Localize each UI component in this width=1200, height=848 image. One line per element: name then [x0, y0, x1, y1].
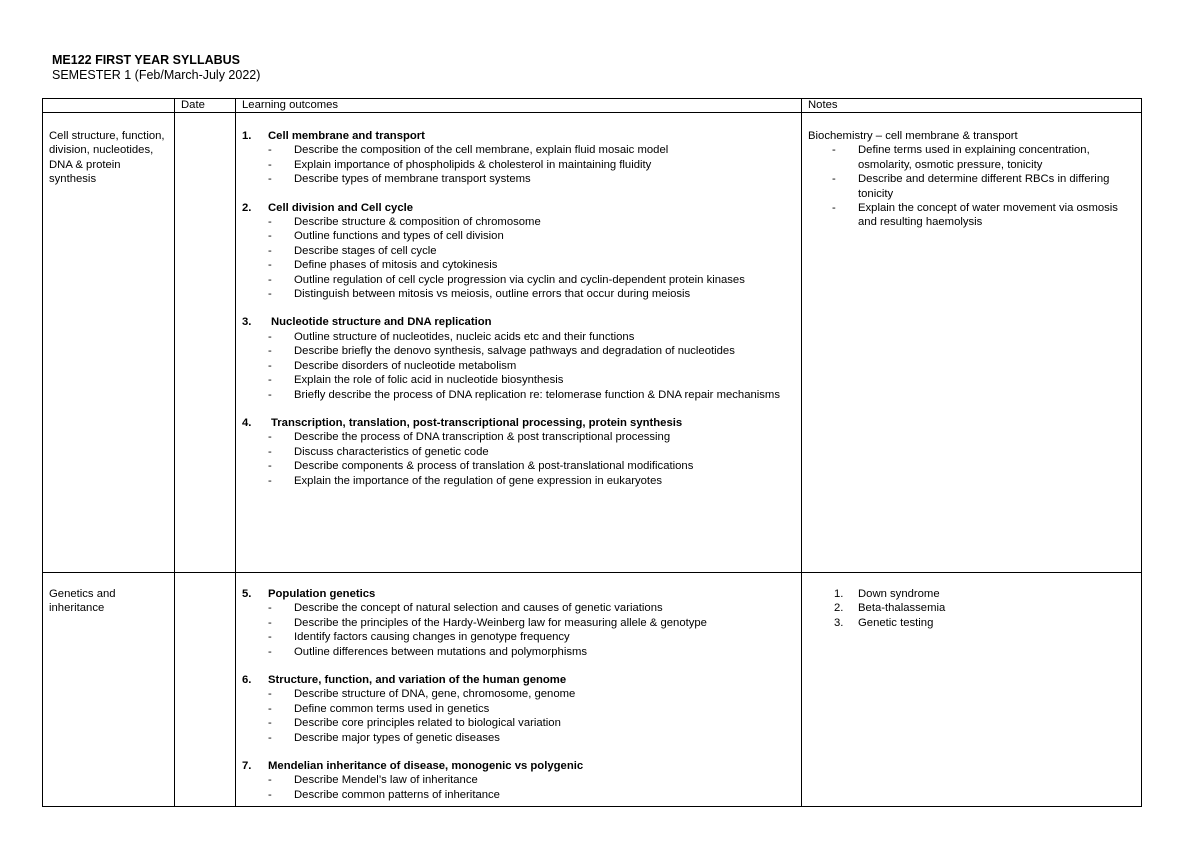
topic-title: Nucleotide structure and DNA replication	[271, 316, 492, 329]
list-item: - Outline regulation of cell cycle progression via cyclin and cyclin-dependent protein kinases	[268, 273, 795, 287]
topic-number: 7.	[242, 760, 252, 773]
list-text: Down syndrome	[858, 588, 940, 600]
topic-title: Mendelian inheritance of disease, monogenic vs polygenic	[268, 760, 584, 773]
header-cell-category	[43, 99, 175, 113]
list-item: - Outline structure of nucleotides, nucleic acids etc and their functions	[268, 330, 795, 344]
notes-cell	[802, 573, 1142, 807]
list-text: Beta-thalassemia	[858, 602, 946, 615]
topic-section	[242, 315, 795, 401]
topic-section	[242, 416, 795, 488]
list-item: - Discuss characteristics of genetic code	[268, 445, 795, 459]
header-cell-date: Date	[175, 99, 236, 113]
list-item: - Describe the composition of the cell membrane, explain fluid mosaic model	[268, 143, 795, 157]
list-item	[834, 587, 1135, 601]
list-item: - Briefly describe the process of DNA replication re: telomerase function & DNA repair mechanisms	[268, 388, 795, 402]
list-item: - Describe major types of genetic diseases	[268, 731, 795, 745]
table-row	[43, 573, 1142, 807]
date-cell	[175, 113, 236, 573]
list-item: - Describe stages of cell cycle	[268, 244, 795, 258]
list-item: - Define terms used in explaining concentration, osmolarity, osmotic pressure, tonicity	[832, 143, 1135, 172]
list-item: - Distinguish between mitosis vs meiosis, outline errors that occur during meiosis	[268, 287, 795, 301]
date-cell	[175, 573, 236, 807]
list-number: 1.	[834, 588, 844, 600]
list-item: - Describe briefly the denovo synthesis, salvage pathways and degradation of nucleotides	[268, 344, 795, 358]
header-cell-learning-outcomes: Learning outcomes	[236, 99, 802, 113]
list-item: - Describe the concept of natural selection and causes of genetic variations	[268, 601, 795, 615]
category-cell: Genetics and inheritance	[43, 573, 175, 807]
list-item: - Describe and determine different RBCs in differing tonicity	[832, 172, 1135, 201]
list-item: - Describe structure & composition of chromosome	[268, 215, 795, 229]
list-item: - Explain importance of phospholipids & cholesterol in maintaining fluidity	[268, 158, 795, 172]
list-text: Genetic testing	[858, 616, 934, 629]
list-number: 2.	[834, 602, 844, 615]
list-item: - Identify factors causing changes in genotype frequency	[268, 630, 795, 644]
learning-outcomes-cell	[236, 573, 802, 807]
topic-number: 4.	[242, 416, 252, 429]
topic-section	[242, 129, 795, 187]
list-item: - Describe disorders of nucleotide metabolism	[268, 359, 795, 373]
table-header-row	[43, 99, 1142, 113]
list-item: - Describe common patterns of inheritance	[268, 788, 795, 802]
document-subtitle: SEMESTER 1 (Feb/March-July 2022)	[52, 68, 261, 82]
topic-title: Cell division and Cell cycle	[268, 201, 414, 214]
list-item: - Describe the process of DNA transcription & post transcriptional processing	[268, 430, 795, 444]
list-number: 3.	[834, 616, 844, 629]
syllabus-table	[42, 98, 1142, 807]
topic-title: Population genetics	[268, 588, 376, 600]
learning-outcomes-cell	[236, 113, 802, 573]
topic-number: 3.	[242, 316, 252, 329]
topic-number: 5.	[242, 588, 252, 600]
topic-number: 2.	[242, 201, 252, 214]
notes-heading: Biochemistry – cell membrane & transport	[808, 130, 1018, 142]
topic-number: 1.	[242, 130, 252, 142]
list-item: - Describe components & process of translation & post-translational modifications	[268, 459, 795, 473]
list-item: - Outline differences between mutations and polymorphisms	[268, 645, 795, 659]
list-item: - Describe types of membrane transport systems	[268, 172, 795, 186]
topic-section	[242, 587, 795, 659]
topic-title: Structure, function, and variation of the human genome	[268, 674, 567, 687]
list-item	[834, 616, 1135, 630]
list-item: - Describe core principles related to biological variation	[268, 716, 795, 730]
topic-title: Transcription, translation, post-transcriptional processing, protein synthesis	[271, 416, 683, 429]
document-title: ME122 FIRST YEAR SYLLABUS	[52, 53, 241, 67]
topic-section	[242, 201, 795, 302]
list-item: - Define common terms used in genetics	[268, 702, 795, 716]
table-row	[43, 113, 1142, 573]
notes-cell	[802, 113, 1142, 573]
list-item: - Describe the principles of the Hardy-Weinberg law for measuring allele & genotype	[268, 616, 795, 630]
category-cell: Cell structure, function, division, nucleotides, DNA & protein synthesis	[43, 113, 175, 573]
list-item: - Describe structure of DNA, gene, chromosome, genome	[268, 687, 795, 701]
topic-title: Cell membrane and transport	[268, 130, 425, 142]
list-item: - Explain the concept of water movement via osmosis and resulting haemolysis	[832, 201, 1135, 230]
list-item: - Describe Mendel’s law of inheritance	[268, 773, 795, 787]
list-item: - Explain the role of folic acid in nucleotide biosynthesis	[268, 373, 795, 387]
list-item: - Define phases of mitosis and cytokinesis	[268, 258, 795, 272]
topic-section	[242, 759, 795, 802]
topic-number: 6.	[242, 674, 252, 687]
list-item: - Outline functions and types of cell division	[268, 229, 795, 243]
list-item	[834, 601, 1135, 615]
topic-section	[242, 673, 795, 745]
header-cell-notes: Notes	[802, 99, 1142, 113]
list-item: - Explain the importance of the regulation of gene expression in eukaryotes	[268, 474, 795, 488]
